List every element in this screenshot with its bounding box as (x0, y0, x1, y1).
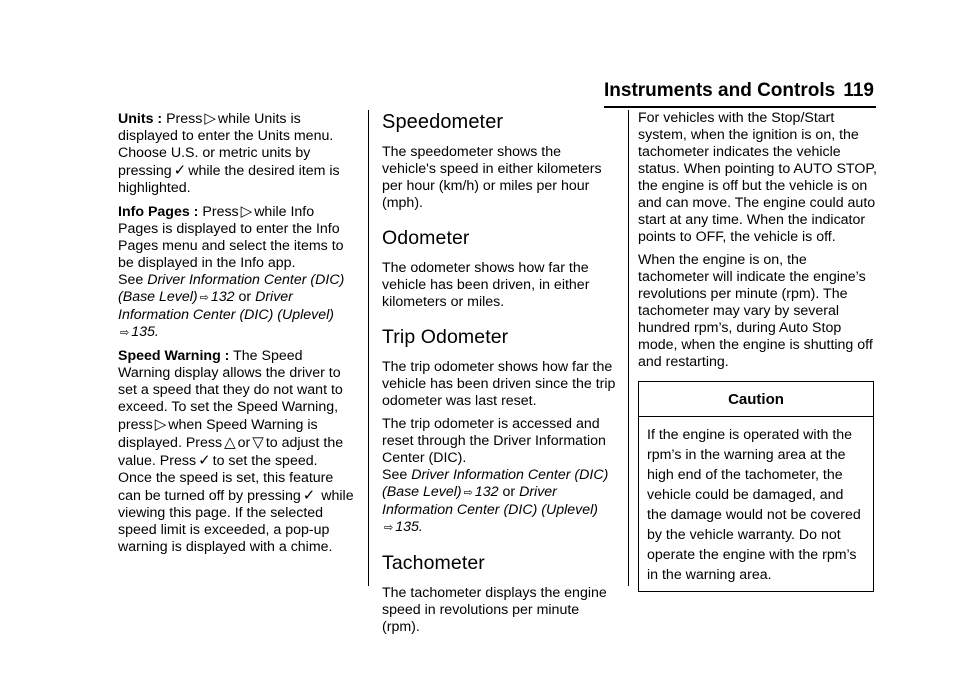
next-arrow-icon: ▷ (204, 110, 216, 127)
speed-warning-paragraph (118, 348, 354, 556)
down-arrow-icon: ▽ (252, 434, 264, 451)
odometer-heading: Odometer (382, 227, 470, 249)
ref-page-135[interactable]: 135. (131, 324, 159, 340)
next-arrow-icon: ▷ (240, 203, 253, 220)
trip-odometer-heading: Trip Odometer (382, 326, 509, 348)
trip-odometer-body-1: The trip odometer shows how far the vehicle has been driven since the trip odometer was last reset. (382, 359, 616, 409)
units-text-2: while Units is displayed to enter the Units menu. Choose U.S. or metric units by pressing (118, 111, 334, 179)
units-text-1: Press (166, 111, 203, 127)
column-divider-1 (368, 110, 369, 586)
units-paragraph (118, 110, 354, 197)
speed-text-1: The Speed Warning display allows the driver to set a speed that they do not want to exceed. To set the Speed Warning, press (118, 348, 343, 433)
stop-start-paragraph: For vehicles with the Stop/Start system, when the ignition is on, the tachometer indicates the vehicle status. When pointing to AUTO STOP, the engine is off but the vehicle is on and can move. The engine could auto start at any time. When the indicator points to OFF, the vehicle is off. (638, 110, 877, 245)
units-term: Units : (118, 111, 163, 127)
column-2 (382, 110, 616, 642)
checkmark-icon: ✓ (302, 487, 316, 504)
up-arrow-icon: △ (224, 434, 236, 451)
info-pages-term: Info Pages : (118, 204, 199, 220)
ref-link-dic-base[interactable]: Driver Information Center (DIC) (Base Level) (382, 467, 609, 500)
ref-page-135[interactable]: 135. (395, 519, 423, 535)
speed-text-4: to adjust the value. Press (118, 435, 344, 469)
next-arrow-icon: ▷ (154, 416, 167, 433)
info-text-2: while Info Pages is displayed to enter the Info Pages menu and select the items to be displayed in the Info app. (118, 204, 344, 271)
speedometer-heading: Speedometer (382, 111, 504, 133)
tachometer-body: The tachometer displays the engine speed in revolutions per minute (rpm). (382, 585, 607, 635)
page-ref-icon: ⇨ (120, 327, 130, 339)
speed-text-3: or (237, 435, 251, 451)
ref-page-132[interactable]: 132 (474, 484, 499, 500)
caution-box (638, 381, 874, 592)
odometer-body: The odometer shows how far the vehicle has been driven, in either kilometers or miles. (382, 260, 590, 310)
column-divider-2 (628, 110, 629, 586)
checkmark-icon: ✓ (198, 452, 211, 469)
caution-text: If the engine is operated with the rpm’s in the warning area at the high end of the tachometer, the vehicle could be damaged, and the damage would not be covered by the vehicle warranty. Do not operate the engine with the rpm’s in the warning area. (647, 427, 861, 583)
page-number: 119 (843, 80, 874, 101)
units-text-3: while the desired item is highlighted. (118, 163, 340, 196)
engine-on-paragraph: When the engine is on, the tachometer will indicate the engine’s revolutions per minute (rpm). The tachometer may vary by several hundred rpm’s, during Auto Stop mode, when the engine is shutting off and restarting. (638, 252, 873, 370)
speed-text-2: when Speed Warning is displayed. Press (118, 417, 318, 451)
or-label: or (238, 289, 252, 305)
checkmark-icon: ✓ (173, 162, 187, 179)
section-title: Instruments and Controls (604, 80, 836, 101)
page-ref-icon: ⇨ (463, 487, 473, 499)
or-label: or (502, 484, 516, 500)
ref-link-dic-uplevel[interactable]: Driver Information Center (DIC) (Uplevel) (118, 289, 335, 323)
page-ref-icon: ⇨ (384, 522, 394, 534)
header-rule (604, 106, 876, 108)
page-ref-icon: ⇨ (199, 292, 209, 304)
ref-link-dic-base[interactable]: Driver Information Center (DIC) (Base Level) (118, 272, 345, 305)
speed-warning-term: Speed Warning : (118, 348, 230, 364)
see-label: See (118, 272, 144, 288)
column-1 (118, 110, 354, 562)
see-label: See (382, 467, 408, 483)
trip-text: The trip odometer is accessed and reset through the Driver Information Center (DIC). (382, 416, 606, 466)
speed-text-5: to set the speed. Once the speed is set, this feature can be turned off by pressing (118, 453, 334, 504)
speedometer-body: The speedometer shows the vehicle's speed in either kilometers per hour (km/h) or miles per hour (mph). (382, 144, 602, 211)
speed-text-6: while viewing this page. If the selected speed limit is exceeded, a pop-up warning is displayed with a chime. (118, 488, 354, 555)
info-pages-paragraph (118, 203, 354, 342)
ref-page-132[interactable]: 132 (210, 289, 235, 305)
caution-body (639, 417, 873, 591)
ref-link-dic-uplevel[interactable]: Driver Information Center (DIC) (Uplevel) (382, 484, 599, 518)
info-text-1: Press (202, 204, 239, 220)
caution-title: Caution (639, 382, 873, 417)
column-3 (638, 110, 878, 592)
tachometer-heading: Tachometer (382, 552, 485, 574)
trip-odometer-body-2 (382, 416, 616, 537)
